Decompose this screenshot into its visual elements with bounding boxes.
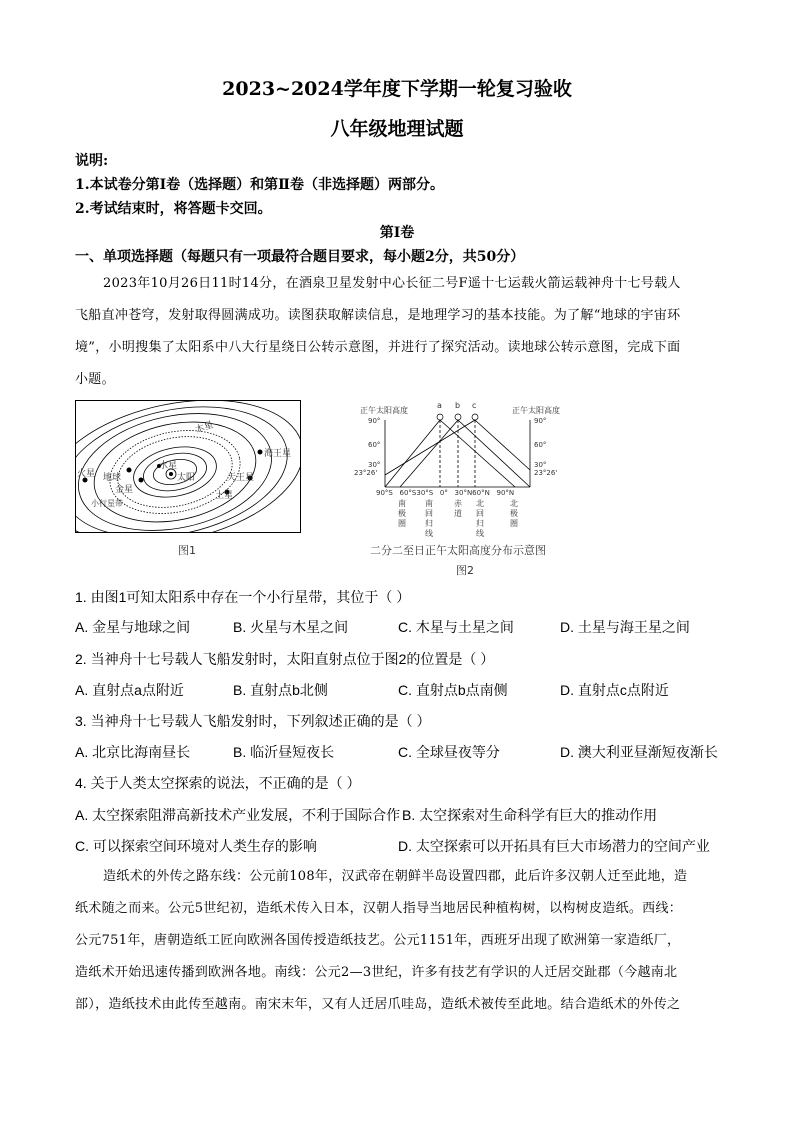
fig2-label-arctic: 北极圈 xyxy=(510,499,518,528)
q3-option-c[interactable]: C. 全球昼夜等分 xyxy=(398,744,500,760)
passage2-line3: 公元751年，唐朝造纸工匠向欧洲各国传授造纸技艺。公元1151年，西班牙出现了欧洲第一家造纸厂， xyxy=(75,933,681,948)
label-jupiter: 木星 xyxy=(194,420,215,436)
label-saturn: 土星 xyxy=(215,491,234,501)
fig2-y-left-90: 90° xyxy=(368,417,381,425)
fig2-title-left: 正午太阳高度 xyxy=(360,406,408,415)
q2-option-b[interactable]: B. 直射点b北侧 xyxy=(233,682,328,698)
fig2-y-right-60: 60° xyxy=(534,441,547,449)
fig2-y-left-2326: 23°26' xyxy=(354,469,378,477)
figure1-solar-system xyxy=(75,400,301,533)
q2-option-c[interactable]: C. 直射点b点南侧 xyxy=(398,682,508,698)
question-3-stem: 3. 当神舟十七号载人飞船发射时，下列叙述正确的是（ ） xyxy=(75,713,431,729)
fig2-y-right-30: 30° xyxy=(534,461,547,469)
passage2-line2: 纸术随之而来。公元5世纪初，造纸术传入日本，汉朝人指导当地居民种植构树，以构树皮造纸。西线： xyxy=(75,901,683,916)
label-neptune: 海王星 xyxy=(264,449,292,459)
q1-option-c[interactable]: C. 木星与土星之间 xyxy=(398,619,514,635)
fig2-label-antarctic: 南极圈 xyxy=(398,499,406,528)
instruction-2: 2.考试结束时，将答题卡交回。 xyxy=(75,201,272,217)
passage1-line4: 小题。 xyxy=(75,372,115,387)
fig2-y-right-2326: 23°26' xyxy=(534,469,558,477)
passage2-line1: 造纸术的外传之路东线：公元前108年，汉武帝在朝鲜半岛设置四郡，此后许多汉朝人迁至此地，造 xyxy=(103,869,688,884)
fig2-point-b: b xyxy=(455,401,461,410)
q3-option-a[interactable]: A. 北京比海南昼长 xyxy=(75,744,191,760)
fig2-point-c: c xyxy=(472,401,477,410)
label-asteroid-belt: 小行星带 xyxy=(91,499,123,508)
q1-option-b[interactable]: B. 火星与木星之间 xyxy=(233,619,349,635)
fig2-y-left-60: 60° xyxy=(368,441,381,449)
figure1-caption: 图1 xyxy=(178,544,196,557)
instruction-1: 1.本试卷分第Ⅰ卷（选择题）和第Ⅱ卷（非选择题）两部分。 xyxy=(75,177,444,193)
q4-option-d[interactable]: D. 太空探索可以开拓具有巨大市场潜力的空间产业 xyxy=(398,838,710,854)
fig2-x-ticks: 90°S 60°S30°S 0° 30°N60°N 90°N xyxy=(376,489,515,497)
fig2-label-tropic-cancer: 北回归线 xyxy=(476,499,484,538)
q1-option-a[interactable]: A. 金星与地球之间 xyxy=(75,619,191,635)
fig2-point-a: a xyxy=(437,401,442,410)
passage2-line4: 造纸术开始迅速传播到欧洲各地。南线：公元2—3世纪，许多有技艺有学识的人迁居交趾郡（今越南北 xyxy=(75,965,678,980)
q1-option-d[interactable]: D. 土星与海王星之间 xyxy=(560,619,690,635)
passage1-line1: 2023年10月26日11时14分，在酒泉卫星发射中心长征二号F遥十七运载火箭运载神舟十七号载人 xyxy=(103,276,681,291)
passage1-line3: 境”，小明搜集了太阳系中八大行星绕日公转示意图，并进行了探究活动。读地球公转示意图，完成下面 xyxy=(75,340,681,355)
question-1-stem: 1. 由图1可知太阳系中存在一个小行星带，其位于（ ） xyxy=(75,589,411,605)
q4-option-c[interactable]: C. 可以探索空间环境对人类生存的影响 xyxy=(75,838,317,854)
label-uranus: 天王星 xyxy=(227,473,255,483)
section-heading: 一、单项选择题（每题只有一项最符合题目要求，每小题2分，共50分） xyxy=(75,249,525,265)
label-sun: 太阳 xyxy=(177,473,196,483)
fig2-label-equator: 赤道 xyxy=(454,499,462,518)
fig2-y-left-30: 30° xyxy=(368,461,381,469)
passage1-line2: 飞船直冲苍穹，发射取得圆满成功。读图获取解读信息，是地理学习的基本技能。为了解“地球的宇宙环 xyxy=(75,308,681,323)
passage2-line5: 部），造纸技术由此传至越南。南宋末年，又有人迁居爪哇岛，造纸术被传至此地。结合造纸术的外传之 xyxy=(75,997,681,1012)
fig2-title-right: 正午太阳高度 xyxy=(512,406,560,415)
q4-option-a[interactable]: A. 太空探索阻滞高新技术产业发展，不利于国际合作 xyxy=(75,807,401,823)
instructions-label: 说明: xyxy=(75,153,109,169)
q2-option-a[interactable]: A. 直射点a点附近 xyxy=(75,682,184,698)
label-mars: 火星 xyxy=(77,469,96,479)
label-venus: 金星 xyxy=(115,485,134,495)
label-earth: 地球 xyxy=(103,473,122,483)
part-title: 第Ⅰ卷 xyxy=(379,225,415,241)
q2-option-d[interactable]: D. 直射点c点附近 xyxy=(560,682,669,698)
exam-title: 2023~2024学年度下学期一轮复习验收 xyxy=(222,78,572,100)
fig2-label-tropic-capricorn: 南回归线 xyxy=(425,499,433,538)
q4-option-b[interactable]: B. 太空探索对生命科学有巨大的推动作用 xyxy=(402,807,658,823)
figure2-caption: 图2 xyxy=(456,564,474,577)
q3-option-b[interactable]: B. 临沂昼短夜长 xyxy=(233,744,335,760)
q3-option-d[interactable]: D. 澳大利亚昼渐短夜渐长 xyxy=(560,744,718,760)
figure2-caption-desc: 二分二至日正午太阳高度分布示意图 xyxy=(370,544,546,557)
figure2-sun-altitude xyxy=(340,401,580,540)
label-mercury: 水星 xyxy=(159,461,178,471)
exam-subtitle: 八年级地理试题 xyxy=(330,118,464,140)
question-4-stem: 4. 关于人类太空探索的说法，不正确的是（ ） xyxy=(75,775,361,791)
fig2-y-right-90: 90° xyxy=(534,417,547,425)
question-2-stem: 2. 当神舟十七号载人飞船发射时，太阳直射点位于图2的位置是（ ） xyxy=(75,651,495,667)
